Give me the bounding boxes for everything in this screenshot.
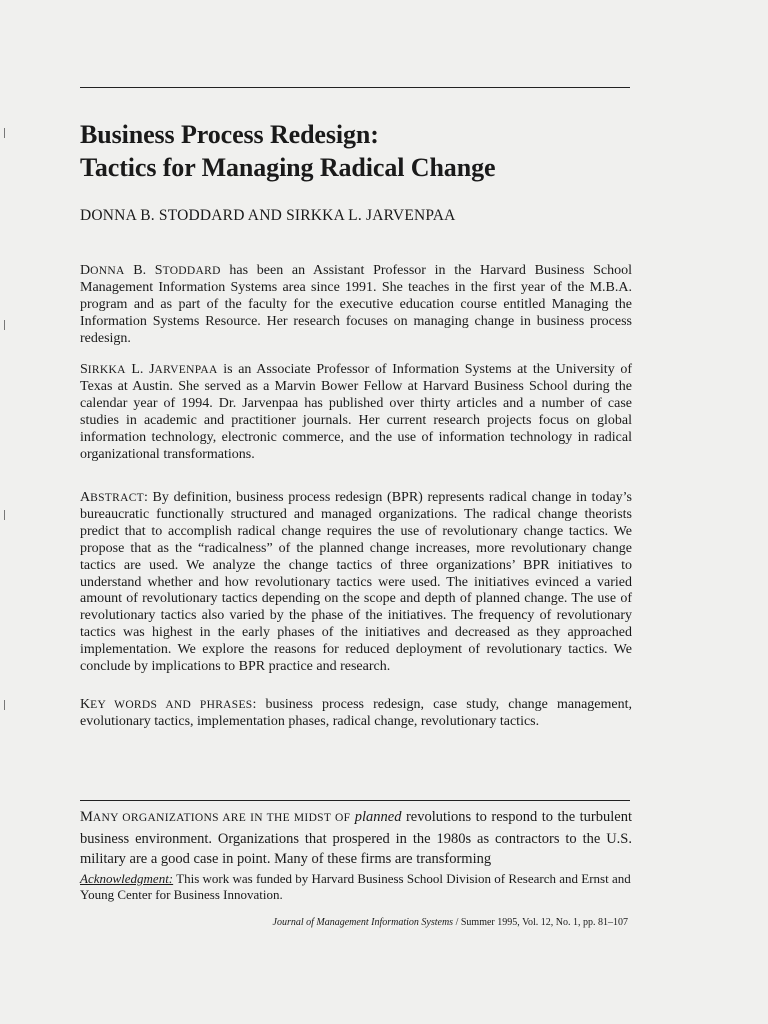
- abstract-text: By definition, business process redesign (BPR) represents radical change in today’s bureaucratic functionally structured and managed organizations. The radical change theorists predict that to accomplish radical change requires the use of revolutionary change tactics. We propose that as the “radicalness” of the planned change increases, more revolutionary change tactics are used. We analyze the change tactics of three organizations’ BPR initiatives to understand whether and how revolutionary tactics were used. The initiatives evinced a varied amount of revolutionary tactics depending on the scope and depth of planned change. The use of revolutionary tactics also varied by the phase of the initiatives. The frequency of revolutionary tactics was highest in the early phases of the initiatives and decreased as they approached implementation. We explore the reasons for reduced deployment of revolutionary tactics. We conclude by implications to BPR practice and research.: [80, 490, 632, 675]
- scan-margin-mark: [4, 128, 5, 138]
- article-title: [80, 118, 640, 184]
- intro-emphasis: planned: [354, 809, 402, 825]
- title-line-1: Business Process Redesign:: [80, 120, 379, 149]
- bio1-text: has been an Assistant Professor in the Harvard Business School Management Information Systems area since 1991. She teaches in the first year of the M.B.A. program and as part of the faculty for the executive education course entitled Managing the Information Systems Resource. Her research focuses on managing change in business process redesign.: [80, 263, 632, 346]
- intro-text: revolutions to respond to the turbulent business environment. Organizations that prospered in the 1980s as contractors to the U.S. military are a good case in point. Many of these firms are transforming: [80, 809, 632, 867]
- bio2-name-sc2: ARVENPAA: [154, 364, 218, 376]
- keywords-label-sc: EY WORDS AND PHRASES: [90, 699, 253, 711]
- bio1-name-sc: ONNA: [90, 265, 125, 277]
- abstract-label-sc: BSTRACT: [90, 492, 144, 504]
- bio2-name-mid: L. J: [125, 362, 155, 377]
- citation-details: / Summer 1995, Vol. 12, No. 1, pp. 81–107: [453, 917, 628, 928]
- keywords-text: business process redesign, case study, change management, evolutionary tactics, implementation phases, radical change, revolutionary tactics.: [80, 697, 633, 729]
- bio2-name-initial: S: [80, 362, 88, 377]
- keywords-label-initial: K: [80, 697, 91, 712]
- keywords-label-end: :: [252, 697, 257, 712]
- acknowledgment-note: [80, 871, 632, 903]
- bio2-text: is an Associate Professor of Information Systems at the University of Texas at Austin. She served as a Marvin Bower Fellow at Harvard Business School during the calendar year of 1994. Dr. Jarvenpaa has published over thirty articles and a number of case studies in academic and practitioner journals. Her current research projects focus on global information technology, electronic commerce, and the use of information technology in radical organizational transformations.: [80, 362, 633, 462]
- scan-margin-mark: [4, 320, 5, 330]
- section-rule: [80, 800, 630, 801]
- intro-paragraph: [80, 807, 632, 870]
- intro-small-caps: ANY ORGANIZATIONS ARE IN THE MIDST OF: [92, 812, 351, 824]
- acknowledgment-label: Acknowledgment:: [80, 871, 174, 886]
- keywords: [80, 697, 632, 731]
- intro-initial: M: [80, 809, 93, 825]
- title-line-2: Tactics for Managing Radical Change: [80, 153, 496, 182]
- author-byline: DONNA B. STODDARD AND SIRKKA L. JARVENPAA: [80, 207, 456, 224]
- abstract: [80, 490, 632, 676]
- bio1-name-mid: B. S: [124, 263, 163, 278]
- journal-citation: [230, 916, 628, 929]
- bio1-name-sc2: TODDARD: [162, 265, 221, 277]
- scan-margin-mark: [4, 510, 5, 520]
- journal-name: Journal of Management Information Systems: [272, 917, 454, 928]
- top-rule: [80, 87, 630, 88]
- bio1-name-initial: D: [80, 263, 91, 278]
- author-bio-jarvenpaa: [80, 362, 632, 463]
- abstract-label-initial: A: [80, 490, 91, 505]
- bio2-name-sc: IRKKA: [87, 364, 126, 376]
- scan-margin-mark: [4, 700, 5, 710]
- acknowledgment-text: This work was funded by Harvard Business School Division of Research and Ernst and Young Center for Business Innovation.: [80, 871, 631, 902]
- author-bio-stoddard: [80, 263, 632, 348]
- abstract-label-end: :: [144, 490, 148, 505]
